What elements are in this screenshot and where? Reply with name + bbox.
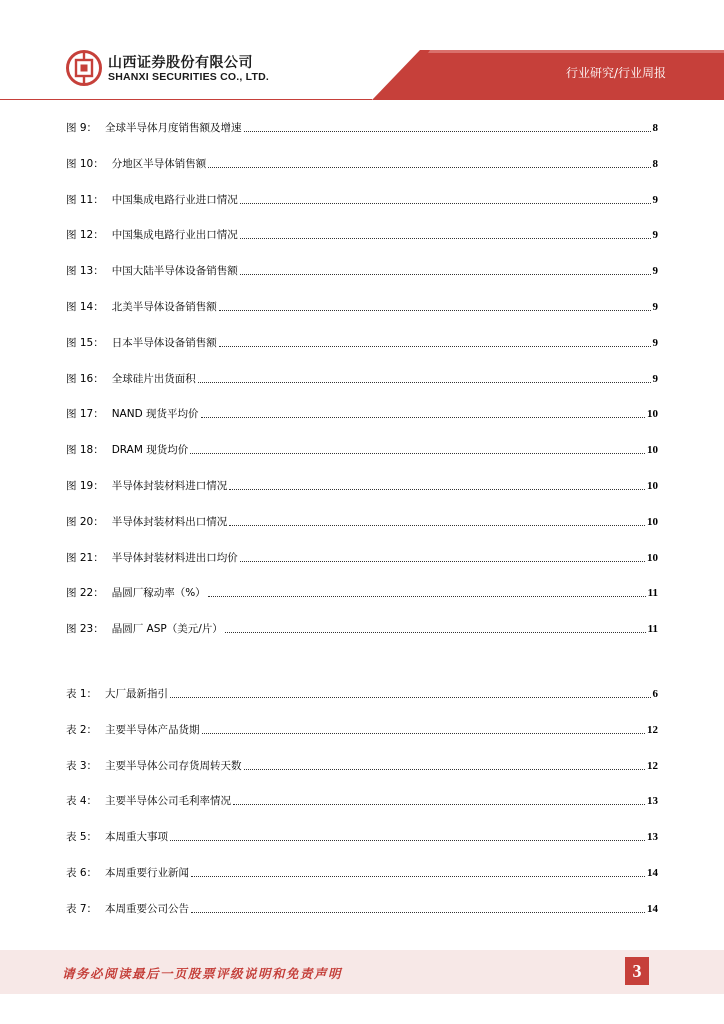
dot-leader <box>240 203 651 204</box>
figure-entry-number: 图 19： <box>66 480 104 492</box>
dot-leader <box>191 876 645 877</box>
figure-entry-page: 8 <box>652 122 658 134</box>
figure-entry-page: 10 <box>647 515 658 528</box>
table-entry-page: 12 <box>647 723 658 736</box>
figure-entry-title: 晶圆厂 ASP（美元/片） <box>111 623 223 636</box>
figure-entry-page: 10 <box>647 444 658 457</box>
company-name-cn: 山西证券股份有限公司 <box>108 55 253 71</box>
figure-entry-page: 11 <box>647 587 658 600</box>
dot-leader <box>229 525 645 526</box>
figure-entry-page: 10 <box>647 551 658 564</box>
figure-entry-page: 9 <box>652 301 658 313</box>
figure-entry-title: 全球半导体月度销售额及增速 <box>105 122 242 134</box>
figure-entry[interactable] <box>66 156 658 172</box>
table-entry-title: 本周重大事项 <box>105 831 169 844</box>
figure-entry[interactable] <box>66 406 658 422</box>
table-entry[interactable] <box>66 722 658 738</box>
figure-entry-title: 日本半导体设备销售额 <box>111 336 217 349</box>
figure-entry-number: 图 13： <box>66 265 104 278</box>
dot-leader <box>244 769 645 770</box>
dot-leader <box>208 167 650 168</box>
figure-entry-title: 半导体封装材料出口情况 <box>111 515 228 528</box>
dot-leader <box>240 274 651 275</box>
figure-entry-title: 北美半导体设备销售额 <box>111 301 217 313</box>
table-entry-title: 本周重要行业新闻 <box>105 867 190 879</box>
figure-entry[interactable] <box>66 478 658 494</box>
figure-entry-page: 11 <box>647 623 658 636</box>
figure-entry[interactable] <box>66 442 658 458</box>
table-entry[interactable] <box>66 901 658 917</box>
figure-entry-number: 图 21： <box>66 551 104 564</box>
figure-entry[interactable] <box>66 263 658 279</box>
figure-entry[interactable] <box>66 585 658 601</box>
header-banner <box>0 0 724 100</box>
figure-entry-page: 9 <box>652 265 658 278</box>
footer-disclaimer: 请务必阅读最后一页股票评级说明和免责声明 <box>62 966 343 981</box>
dot-leader <box>202 733 645 734</box>
figure-entry-title: 中国集成电路行业进口情况 <box>111 193 238 206</box>
figure-entry-page: 9 <box>652 336 658 349</box>
figure-entry-title: 晶圆厂稼动率（%） <box>111 587 206 600</box>
table-entry[interactable] <box>66 865 658 881</box>
table-entry-number: 表 1： <box>66 688 98 700</box>
dot-leader <box>201 417 645 418</box>
figure-entry-page: 9 <box>652 372 658 385</box>
dot-leader <box>208 596 646 597</box>
table-entry-title: 主要半导体公司毛利率情况 <box>105 795 232 808</box>
table-entry[interactable] <box>66 829 658 845</box>
figure-entry-page: 9 <box>652 193 658 206</box>
figure-entry-title: 中国集成电路行业出口情况 <box>111 229 238 242</box>
table-entry[interactable] <box>66 686 658 702</box>
dot-leader <box>170 697 650 698</box>
figure-entry[interactable] <box>66 621 658 637</box>
figure-entry[interactable] <box>66 514 658 530</box>
figure-entry-number: 图 18： <box>66 444 104 457</box>
page-number: 3 <box>625 957 649 985</box>
dot-leader <box>244 131 651 132</box>
dot-leader <box>219 346 651 347</box>
table-entry-number: 表 4： <box>66 795 98 808</box>
table-entry-page: 12 <box>647 759 658 772</box>
table-entry-page: 14 <box>647 867 658 879</box>
table-entry[interactable] <box>66 793 658 809</box>
dot-leader <box>198 382 651 383</box>
figure-entry-number: 图 9： <box>66 122 98 134</box>
table-entry[interactable] <box>66 758 658 774</box>
dot-leader <box>191 912 645 913</box>
figure-entry-number: 图 15： <box>66 336 104 349</box>
figure-entry-number: 图 11： <box>66 193 104 206</box>
figure-entry-page: 10 <box>647 480 658 492</box>
table-entry-page: 6 <box>652 688 658 700</box>
figure-entry[interactable] <box>66 227 658 243</box>
figure-entry-title: 半导体封装材料进口情况 <box>111 480 228 492</box>
figure-entry[interactable] <box>66 299 658 315</box>
dot-leader <box>190 453 645 454</box>
figure-entry-number: 图 14： <box>66 301 104 313</box>
dot-leader <box>233 804 645 805</box>
figure-entry-page: 10 <box>647 408 658 421</box>
figure-entry-number: 图 23： <box>66 623 104 636</box>
table-entry-number: 表 7： <box>66 902 98 915</box>
figure-entry-title: 分地区半导体销售额 <box>111 157 207 170</box>
figure-entry[interactable] <box>66 192 658 208</box>
dot-leader <box>219 310 651 311</box>
dot-leader <box>240 238 651 239</box>
figure-entry-number: 图 16： <box>66 372 104 385</box>
company-logo-icon <box>66 50 102 86</box>
table-entry-number: 表 3： <box>66 759 98 772</box>
figure-entry-title: 中国大陆半导体设备销售额 <box>111 265 238 278</box>
figure-entry-number: 图 12： <box>66 229 104 242</box>
dot-leader <box>170 840 645 841</box>
dot-leader <box>229 489 645 490</box>
figure-entry[interactable] <box>66 550 658 566</box>
table-entry-title: 主要半导体产品货期 <box>105 723 200 736</box>
table-entry-title: 主要半导体公司存货周转天数 <box>105 759 242 772</box>
figure-entry-page: 9 <box>652 229 658 242</box>
table-entry-title: 大厂最新指引 <box>105 688 169 700</box>
figure-entry-page: 8 <box>652 157 658 170</box>
figure-entry-title: DRAM 现货均价 <box>111 444 189 457</box>
report-type-label: 行业研究/行业周报 <box>565 66 666 80</box>
table-entry-page: 14 <box>647 902 658 915</box>
figure-entry-number: 图 10： <box>66 157 104 170</box>
table-entry-number: 表 5： <box>66 831 98 844</box>
figure-entry[interactable] <box>66 371 658 387</box>
table-entry-page: 13 <box>647 795 658 808</box>
table-entry-page: 13 <box>647 831 658 844</box>
figure-entry-title: 半导体封装材料进出口均价 <box>111 551 238 564</box>
figure-entry-number: 图 20： <box>66 515 104 528</box>
company-name-en: SHANXI SECURITIES CO., LTD. <box>108 71 269 83</box>
figure-entry-title: NAND 现货平均价 <box>111 408 199 421</box>
figure-entry-number: 图 22： <box>66 587 104 600</box>
figure-entry[interactable] <box>66 335 658 351</box>
page-header <box>0 0 724 100</box>
table-entry-number: 表 6： <box>66 867 98 879</box>
figure-entry-number: 图 17： <box>66 408 104 421</box>
dot-leader <box>225 632 646 633</box>
table-entry-number: 表 2： <box>66 723 98 736</box>
dot-leader <box>240 561 645 562</box>
figure-entry-title: 全球硅片出货面积 <box>111 372 196 385</box>
table-entry-title: 本周重要公司公告 <box>105 902 190 915</box>
page-footer <box>0 950 724 994</box>
figure-entry[interactable] <box>66 120 658 136</box>
